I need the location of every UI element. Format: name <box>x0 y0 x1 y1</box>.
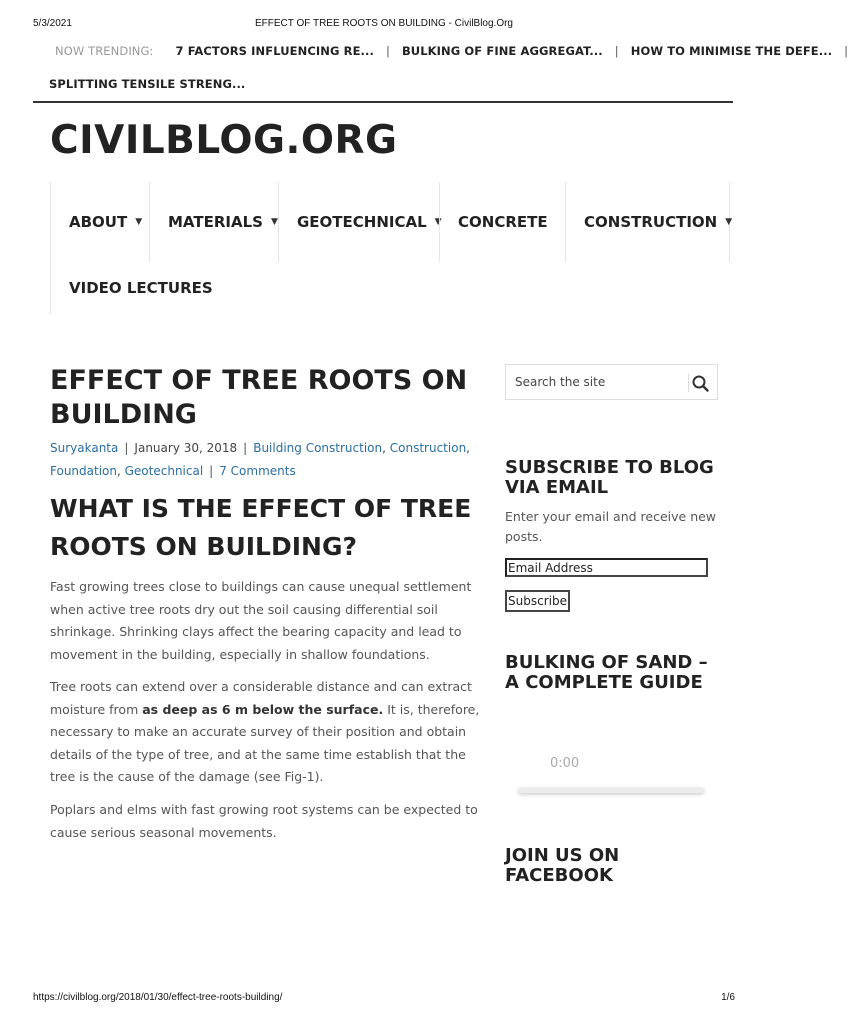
post-meta: Suryakanta | January 30, 2018 | Building Construction, Construction, Foundation, Geotechnical | 7 Comments <box>50 441 470 478</box>
chevron-down-icon: ▼ <box>270 217 278 227</box>
meta-separator: | <box>243 441 248 455</box>
nav-item-materials[interactable] <box>149 182 278 262</box>
trending-link-1[interactable]: 7 FACTORS INFLUENCING RE... <box>175 44 374 58</box>
section-heading: WHAT IS THE EFFECT OF TREE ROOTS ON BUILDING? <box>50 494 472 561</box>
nav-item-construction[interactable] <box>565 182 733 262</box>
search-icon <box>692 375 709 392</box>
trending-link-4[interactable]: SPLITTING TENSILE STRENG... <box>49 77 246 91</box>
meta-separator: | <box>124 441 129 455</box>
nav-label: GEOTECHNICAL <box>297 213 427 231</box>
facebook-widget-title: JOIN US ON FACEBOOK <box>505 845 620 886</box>
nav-label: MATERIALS <box>168 213 263 231</box>
comments-link[interactable]: 7 Comments <box>219 464 296 478</box>
subscribe-widget-title: SUBSCRIBE TO BLOG VIA EMAIL <box>505 457 714 498</box>
print-page-number: 1/6 <box>721 992 735 1003</box>
site-title[interactable]: CIVILBLOG.ORG <box>50 118 398 163</box>
post-date: January 30, 2018 <box>134 441 238 455</box>
subscribe-button[interactable]: Subscribe <box>505 590 570 612</box>
trending-separator: | <box>385 44 390 58</box>
subscribe-description: Enter your email and receive new posts. <box>505 509 717 544</box>
trending-link-2[interactable]: BULKING OF FINE AGGREGAT... <box>401 44 603 58</box>
nav-label: ABOUT <box>69 213 128 231</box>
print-header <box>0 18 768 32</box>
trending-label: NOW TRENDING: <box>55 44 154 58</box>
nav-label: VIDEO LECTURES <box>69 279 213 297</box>
nav-item-about[interactable] <box>50 182 149 262</box>
nav-label: CONCRETE <box>458 213 548 231</box>
bulking-widget-title: BULKING OF SAND – A COMPLETE GUIDE <box>505 652 708 693</box>
nav-label: CONSTRUCTION <box>584 213 718 231</box>
search-box <box>505 364 718 400</box>
chevron-down-icon: ▼ <box>434 217 442 227</box>
nav-item-video-lectures[interactable] <box>50 262 240 314</box>
search-input[interactable] <box>506 374 687 390</box>
print-footer <box>0 992 768 1006</box>
post-title: EFFECT OF TREE ROOTS ON BUILDING <box>50 365 468 430</box>
nav-item-geotechnical[interactable] <box>278 182 442 262</box>
author-link[interactable]: Suryakanta <box>50 441 119 455</box>
audio-time: 0:00 <box>550 756 580 771</box>
meta-separator: | <box>209 464 214 478</box>
trending-separator: | <box>614 44 619 58</box>
trending-link-3[interactable]: HOW TO MINIMISE THE DEFE... <box>630 44 833 58</box>
audio-player <box>515 742 710 802</box>
paragraph-1: Fast growing trees close to buildings can cause unequal settlement when active tree roots dry out the soil causing differential soil shrinkage. Shrinking clays affect the bearing capacity and lead to movement in the building, especially in shallow foundations. <box>50 579 472 662</box>
trending-separator: | <box>844 44 849 58</box>
chevron-down-icon: ▼ <box>725 217 733 227</box>
category-link[interactable]: Geotechnical <box>124 464 204 478</box>
search-button[interactable] <box>687 370 713 396</box>
paragraph-3: Poplars and elms with fast growing root systems can be expected to cause serious seasonal movements. <box>50 802 478 840</box>
email-field[interactable] <box>505 558 708 577</box>
category-link[interactable]: Foundation <box>50 464 117 478</box>
category-link[interactable]: Building Construction <box>253 441 383 455</box>
nav-item-concrete[interactable] <box>439 182 565 262</box>
print-date: 5/3/2021 <box>33 18 72 29</box>
paragraph-2: Tree roots can extend over a considerable distance and can extract moisture from as deep as 6 m below the surface. It is, therefore, necessary to make an accurate survey of their position and obtain details of the type of tree, and at the same time establish that the tree is the cause of the damage (see Fig-1). <box>50 679 480 784</box>
category-link[interactable]: Construction <box>389 441 467 455</box>
print-url: https://civilblog.org/2018/01/30/effect-tree-roots-building/ <box>33 992 283 1003</box>
emphasis-text: as deep as 6 m below the surface. <box>142 701 384 717</box>
print-title: EFFECT OF TREE ROOTS ON BUILDING - CivilBlog.Org <box>255 18 513 29</box>
chevron-down-icon: ▼ <box>135 217 143 227</box>
header-divider <box>33 101 733 103</box>
audio-progress-track[interactable] <box>518 788 704 793</box>
